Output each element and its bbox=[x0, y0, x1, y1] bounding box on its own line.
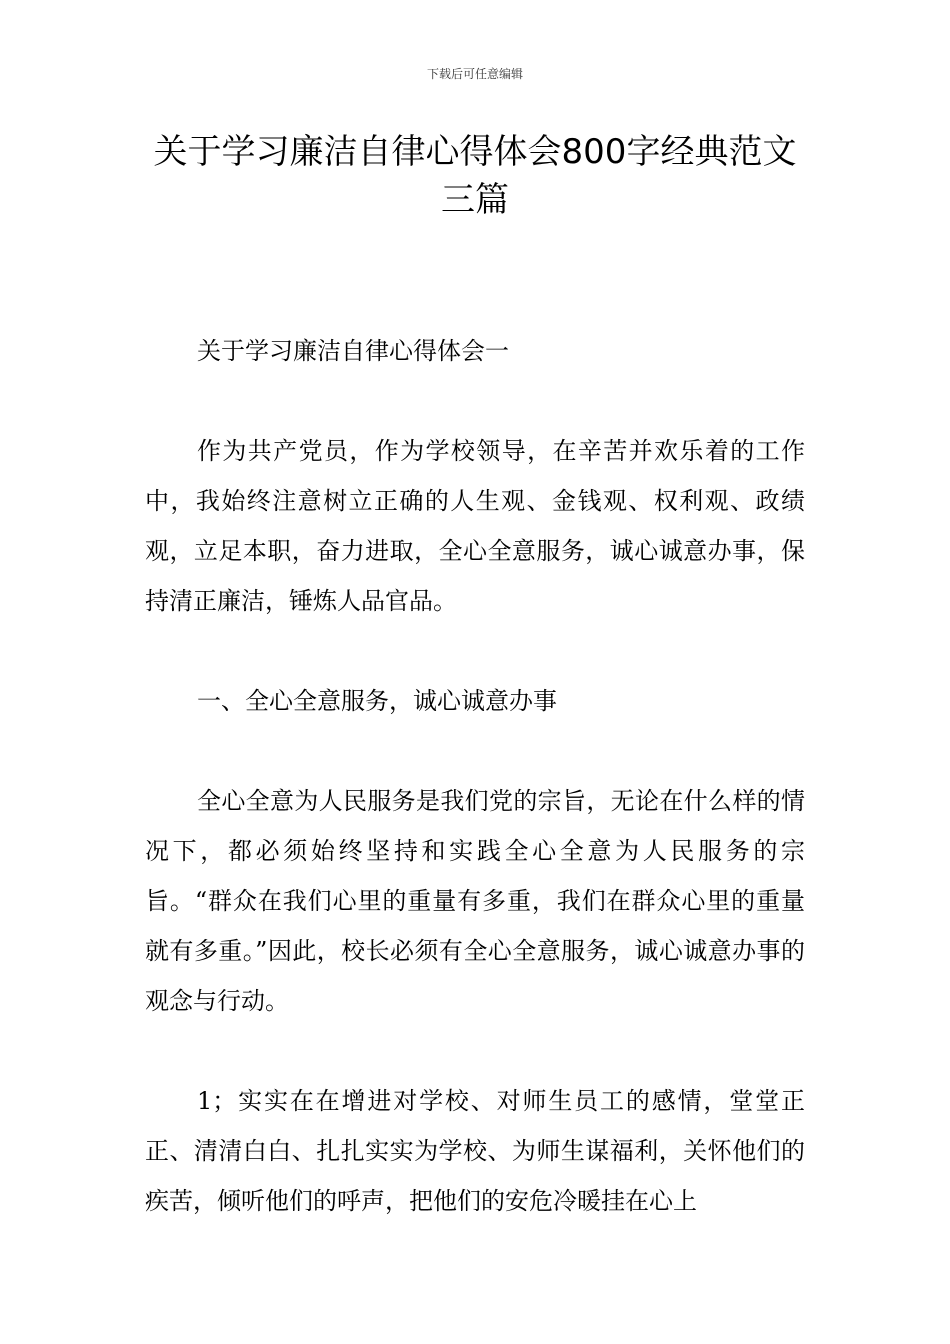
paragraph-point-1: 1；实实在在增进对学校、对师生员工的感情，堂堂正正、清清白白、扎扎实实为学校、为师生谋福利，关怀他们的疾苦，倾听他们的呼声，把他们的安危冷暖挂在心上 bbox=[145, 1087, 805, 1215]
document-title: 关于学习廉洁自律心得体会800字经典范文三篇 bbox=[153, 132, 797, 220]
paragraph-intro: 作为共产党员，作为学校领导，在辛苦并欢乐着的工作中，我始终注意树立正确的人生观、金钱观、权利观、政绩观，立足本职，奋力进取，全心全意服务，诚心诚意办事，保持清正廉洁，锤炼人品官品。 bbox=[145, 437, 805, 615]
section-heading-1: 关于学习廉洁自律心得体会一 bbox=[197, 337, 509, 365]
paragraph-service: 全心全意为人民服务是我们党的宗旨，无论在什么样的情况下，都必须始终坚持和实践全心全意为人民服务的宗旨。“群众在我们心里的重量有多重，我们在群众心里的重量就有多重。”因此，校长必须有全心全意服务，诚心诚意办事的观念与行动。 bbox=[145, 787, 805, 1015]
document-body bbox=[145, 326, 805, 1276]
subheading-1: 一、全心全意服务，诚心诚意办事 bbox=[197, 687, 557, 715]
header-note: 下载后可任意编辑 bbox=[426, 67, 523, 81]
